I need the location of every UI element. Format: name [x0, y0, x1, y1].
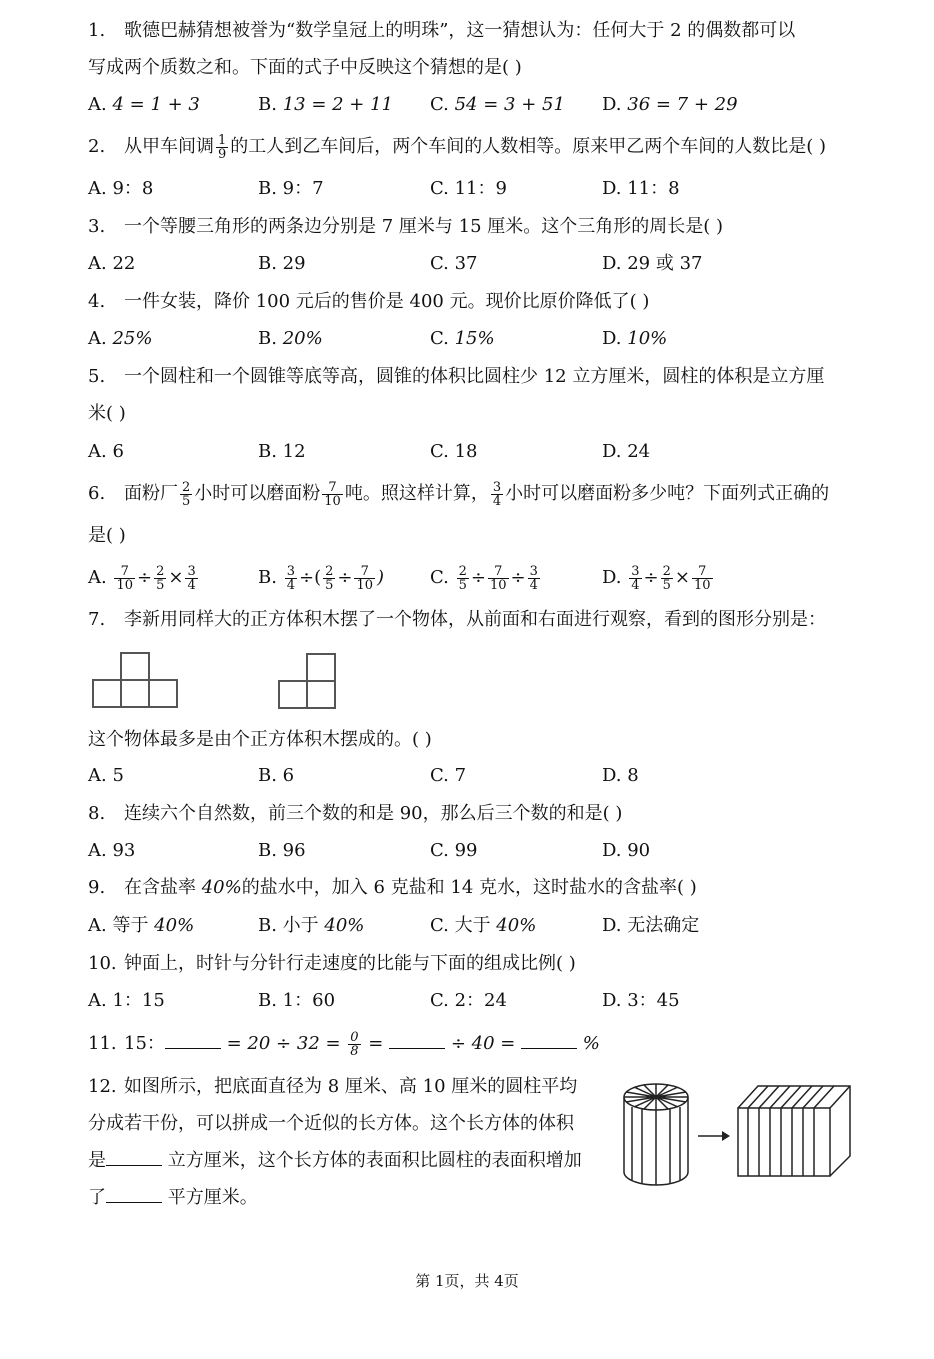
q7-option-a[interactable]: A. 5 [88, 765, 124, 786]
q7-right-view-figure [276, 650, 340, 712]
page-footer: 第 1页，共 4页 [415, 1272, 519, 1290]
q4-option-b[interactable]: B. 20% [258, 328, 323, 349]
q6-option-a[interactable]: A. $\frac{7}{10}$ ÷ $\frac{2}{5}$ × $\frac{3}{4}$ [88, 563, 196, 593]
q2-option-d[interactable]: D. 11：8 [602, 178, 680, 199]
q1-option-d[interactable]: D. 36 = 7 + 29 [602, 94, 738, 115]
q12-line1: 12. 如图所示，把底面直径为 8 厘米、高 10 厘米的圆柱平均 [88, 1076, 578, 1097]
q11-line: 11. 15： = 20 ÷ 32 = $\frac{0}{8}$ = ÷ 40 = % [88, 1029, 600, 1059]
q7-option-c[interactable]: C. 7 [430, 765, 467, 786]
q1-number: 1. [88, 20, 106, 41]
q5-line2: 米( ) [88, 403, 126, 424]
q3-options [88, 250, 868, 278]
q2-fraction: $\frac{1}{9}$ [218, 132, 227, 162]
q6-line1: 6. 面粉厂 $\frac{2}{5}$ 小时可以磨面粉 $\frac{7}{10}$ 吨。照这样计算， $\frac{3}{4}$ 小时可以磨面粉多少吨？下面列式正确的 [88, 479, 830, 509]
q9-option-b[interactable]: B. 小于 40% [258, 915, 365, 936]
q12-blank-2[interactable] [106, 1184, 162, 1203]
q1-line2: 写成两个质数之和。下面的式子中反映这个猜想的是( ) [88, 57, 522, 78]
q1-option-b[interactable]: B. 13 = 2 + 11 [258, 94, 393, 115]
q8-option-a[interactable]: A. 93 [88, 840, 136, 861]
q11-blank-2[interactable] [389, 1030, 445, 1049]
q5-option-b[interactable]: B. 12 [258, 441, 306, 462]
q8-option-b[interactable]: B. 96 [258, 840, 306, 861]
q10-options [88, 987, 868, 1015]
q10-option-b[interactable]: B. 1：60 [258, 990, 336, 1011]
q1-option-a[interactable]: A. 4 = 1 + 3 [88, 94, 200, 115]
q6-option-d[interactable]: D. $\frac{3}{4}$ ÷ $\frac{2}{5}$ × $\frac{7}{10}$ [602, 563, 711, 593]
q10-option-a[interactable]: A. 1：15 [88, 990, 165, 1011]
q1-option-c[interactable]: C. 54 = 3 + 51 [430, 94, 565, 115]
q12-cylinder-to-cuboid-figure [620, 1080, 856, 1186]
q11-blank-3[interactable] [521, 1030, 577, 1049]
q12-blank-1[interactable] [106, 1147, 162, 1166]
q10-option-c[interactable]: C. 2：24 [430, 990, 507, 1011]
q6-option-c[interactable]: C. $\frac{2}{5}$ ÷ $\frac{7}{10}$ ÷ $\frac{3}{4}$ [430, 563, 538, 593]
q3-line: 3. 一个等腰三角形的两条边分别是 7 厘米与 15 厘米。这个三角形的周长是( ) [88, 216, 724, 237]
q4-option-d[interactable]: D. 10% [602, 328, 668, 349]
q12-line2: 分成若干份，可以拼成一个近似的长方体。这个长方体的体积 [88, 1113, 574, 1134]
q9-options [88, 912, 868, 940]
q3-option-b[interactable]: B. 29 [258, 253, 306, 274]
q6-option-b[interactable]: B. $\frac{3}{4}$ ÷( $\frac{2}{5}$ ÷ $\frac{7}{10}$ ) [258, 563, 385, 593]
q7-option-b[interactable]: B. 6 [258, 765, 295, 786]
q11-blank-1[interactable] [165, 1030, 221, 1049]
q5-options [88, 438, 868, 466]
q6-options [88, 564, 868, 592]
q3-option-c[interactable]: C. 37 [430, 253, 478, 274]
q6-line2: 是( ) [88, 525, 126, 546]
q1-line1: 1. 歌德巴赫猜想被誉为“数学皇冠上的明珠”，这一猜想认为：任何大于 2 的偶数都可以 [88, 17, 795, 45]
q2-option-c[interactable]: C. 11：9 [430, 178, 507, 199]
q3-option-a[interactable]: A. 22 [88, 253, 136, 274]
q10-line: 10. 钟面上，时针与分针行走速度的比能与下面的组成比例( ) [88, 953, 576, 974]
q4-option-c[interactable]: C. 15% [430, 328, 495, 349]
q4-options [88, 325, 868, 353]
q5-line1: 5. 一个圆柱和一个圆锥等底等高，圆锥的体积比圆柱少 12 立方厘米，圆柱的体积是立方厘 [88, 366, 825, 387]
q2-option-a[interactable]: A. 9：8 [88, 178, 154, 199]
q12-line3: 是 立方厘米，这个长方体的表面积比圆柱的表面积增加 [88, 1147, 582, 1175]
q8-option-d[interactable]: D. 90 [602, 840, 651, 861]
q1-options [88, 91, 868, 119]
q5-option-a[interactable]: A. 6 [88, 441, 124, 462]
q7-front-view-figure [90, 648, 182, 710]
q8-options [88, 837, 868, 865]
q7-line2: 这个物体最多是由个正方体积木摆成的。( ) [88, 729, 432, 750]
q8-option-c[interactable]: C. 99 [430, 840, 478, 861]
q7-options [88, 762, 868, 790]
q9-option-a[interactable]: A. 等于 40% [88, 915, 195, 936]
q10-option-d[interactable]: D. 3：45 [602, 990, 680, 1011]
q5-option-d[interactable]: D. 24 [602, 441, 651, 462]
q5-option-c[interactable]: C. 18 [430, 441, 478, 462]
q4-line: 4. 一件女装，降价 100 元后的售价是 400 元。现价比原价降低了( ) [88, 291, 650, 312]
q4-option-a[interactable]: A. 25% [88, 328, 153, 349]
q2-option-b[interactable]: B. 9：7 [258, 178, 324, 199]
q9-option-d[interactable]: D. 无法确定 [602, 915, 700, 936]
q9-line: 9. 在含盐率 40%的盐水中，加入 6 克盐和 14 克水，这时盐水的含盐率( ) [88, 877, 697, 898]
q7-line1: 7. 李新用同样大的正方体积木摆了一个物体，从前面和右面进行观察，看到的图形分别是： [88, 609, 826, 630]
q9-option-c[interactable]: C. 大于 40% [430, 915, 537, 936]
q2-options [88, 175, 868, 203]
q2-line: 2. 从甲车间调 $\frac{1}{9}$ 的工人到乙车间后，两个车间的人数相等。原来甲乙两个车间的人数比是( ) [88, 132, 827, 162]
q7-option-d[interactable]: D. 8 [602, 765, 639, 786]
q8-line: 8. 连续六个自然数，前三个数的和是 90，那么后三个数的和是( ) [88, 803, 623, 824]
q12-line4: 了 平方厘米。 [88, 1184, 258, 1212]
q3-option-d[interactable]: D. 29 或 37 [602, 253, 703, 274]
